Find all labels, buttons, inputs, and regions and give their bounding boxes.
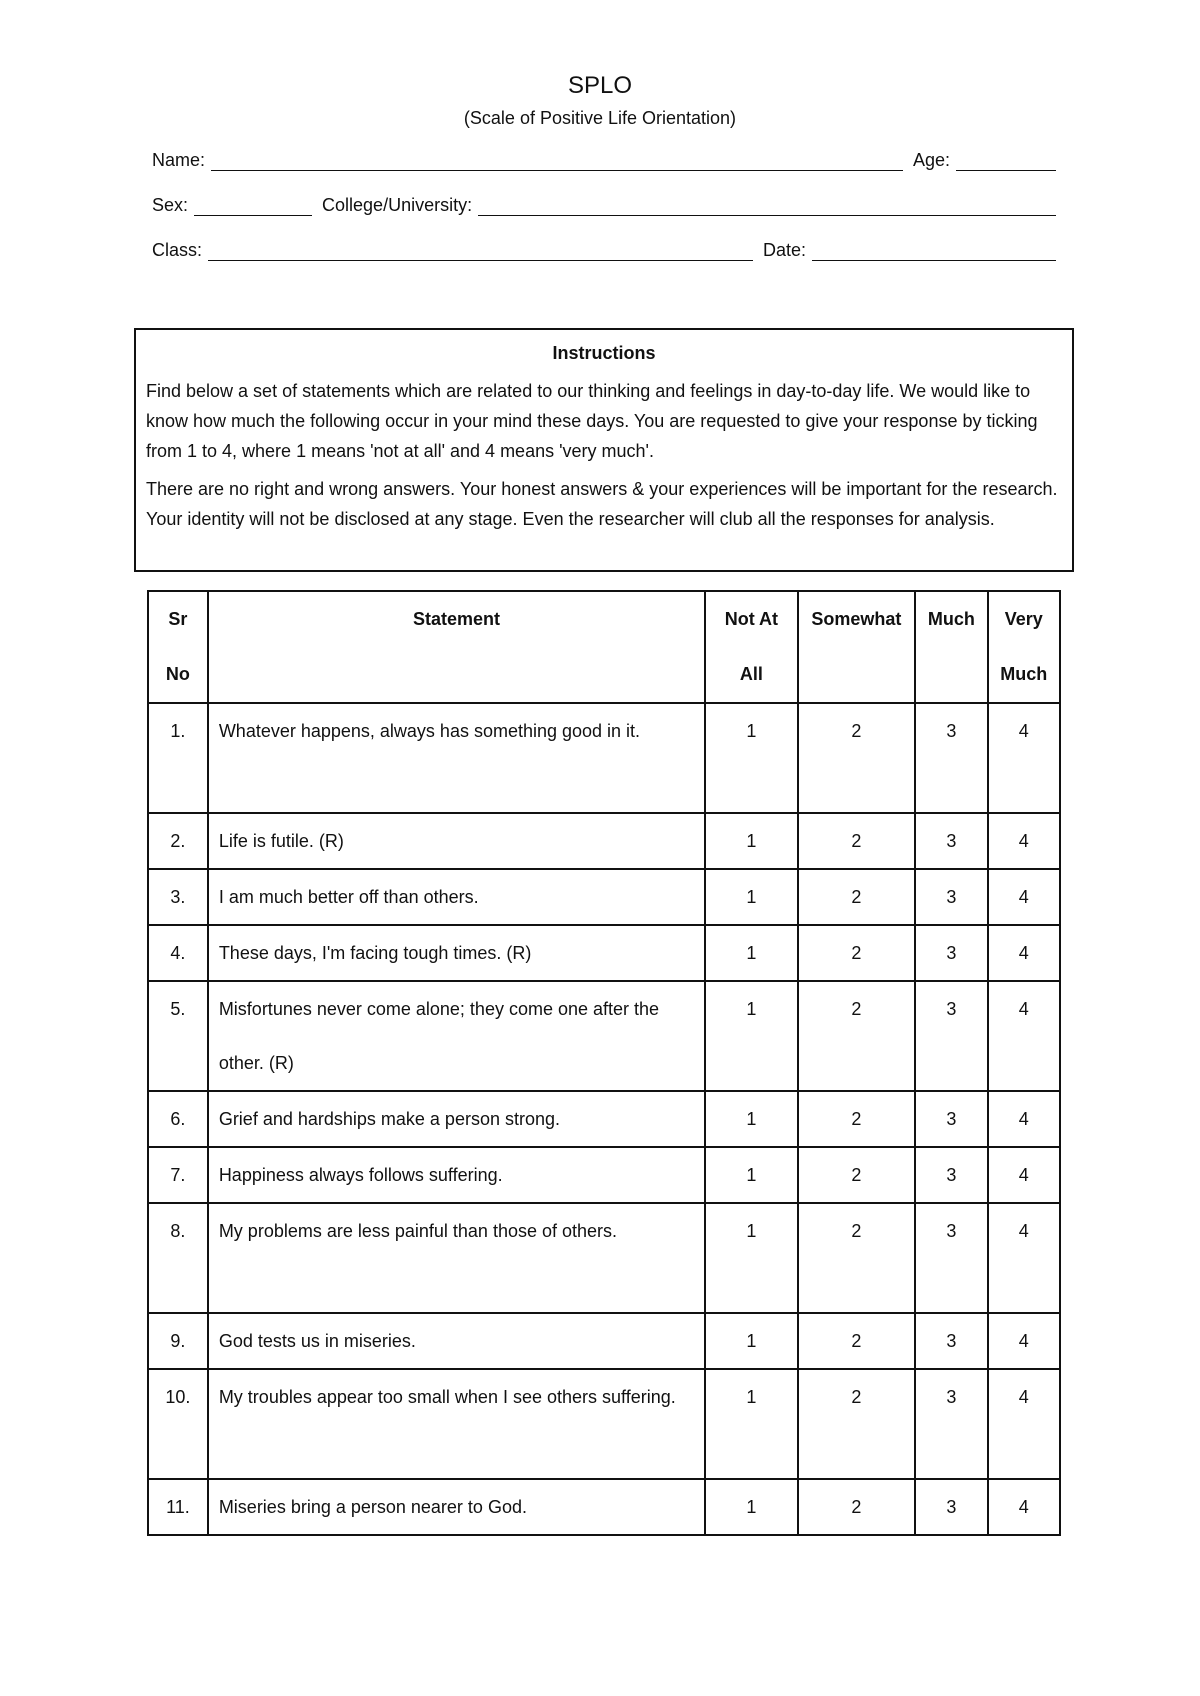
row-statement: Miseries bring a person nearer to God. xyxy=(208,1479,705,1535)
sex-label: Sex: xyxy=(152,195,189,215)
option-somewhat[interactable]: 2 xyxy=(798,981,916,1091)
option-somewhat[interactable]: 2 xyxy=(798,1147,916,1203)
table-row xyxy=(148,1203,1060,1313)
option-very-much[interactable]: 4 xyxy=(988,703,1060,813)
option-much[interactable]: 3 xyxy=(915,1369,987,1479)
option-not-at-all[interactable]: 1 xyxy=(705,1313,797,1369)
table-row xyxy=(148,813,1060,869)
option-somewhat[interactable]: 2 xyxy=(798,813,916,869)
document-title: SPLO xyxy=(567,72,633,99)
table-row xyxy=(148,1369,1060,1479)
row-statement: My troubles appear too small when I see others suffering. xyxy=(208,1369,705,1479)
option-somewhat[interactable]: 2 xyxy=(798,1313,916,1369)
option-much[interactable]: 3 xyxy=(915,1203,987,1313)
option-very-much[interactable]: 4 xyxy=(988,1313,1060,1369)
row-sr: 6. xyxy=(148,1091,208,1147)
table-row xyxy=(148,925,1060,981)
name-field[interactable] xyxy=(211,152,903,171)
row-sr: 10. xyxy=(148,1369,208,1479)
option-not-at-all[interactable]: 1 xyxy=(705,1147,797,1203)
date-field[interactable] xyxy=(812,242,1056,261)
option-somewhat[interactable]: 2 xyxy=(798,925,916,981)
option-much[interactable]: 3 xyxy=(915,1091,987,1147)
table-row xyxy=(148,1091,1060,1147)
row-statement: I am much better off than others. xyxy=(208,869,705,925)
option-much[interactable]: 3 xyxy=(915,1313,987,1369)
name-age-row xyxy=(152,150,1056,171)
table-header-row xyxy=(148,591,1060,703)
header-somewhat: Somewhat xyxy=(798,591,916,703)
option-somewhat[interactable]: 2 xyxy=(798,703,916,813)
table-row xyxy=(148,1313,1060,1369)
instructions-box xyxy=(134,328,1074,572)
date-label: Date: xyxy=(762,240,806,260)
table-row xyxy=(148,981,1060,1091)
row-statement: Whatever happens, always has something good in it. xyxy=(208,703,705,813)
header-statement: Statement xyxy=(208,591,705,703)
splo-table xyxy=(147,590,1061,1536)
class-date-row xyxy=(152,240,1056,261)
college-field[interactable] xyxy=(478,197,1056,216)
option-not-at-all[interactable]: 1 xyxy=(705,813,797,869)
option-much[interactable]: 3 xyxy=(915,869,987,925)
option-very-much[interactable]: 4 xyxy=(988,1203,1060,1313)
option-somewhat[interactable]: 2 xyxy=(798,1091,916,1147)
row-statement: Happiness always follows suffering. xyxy=(208,1147,705,1203)
option-not-at-all[interactable]: 1 xyxy=(705,925,797,981)
option-very-much[interactable]: 4 xyxy=(988,1479,1060,1535)
row-statement: God tests us in miseries. xyxy=(208,1313,705,1369)
sex-college-row xyxy=(152,195,1056,216)
college-label: College/University: xyxy=(322,195,473,215)
row-statement: My problems are less painful than those of others. xyxy=(208,1203,705,1313)
option-very-much[interactable]: 4 xyxy=(988,981,1060,1091)
option-not-at-all[interactable]: 1 xyxy=(705,703,797,813)
row-sr: 9. xyxy=(148,1313,208,1369)
instructions-paragraph-2: There are no right and wrong answers. Your honest answers & your experiences will be important for the research. Your identity will not be disclosed at any stage. Even the researcher will club all the responses for analysis. xyxy=(146,479,1058,529)
row-sr: 11. xyxy=(148,1479,208,1535)
option-somewhat[interactable]: 2 xyxy=(798,1203,916,1313)
option-somewhat[interactable]: 2 xyxy=(798,1369,916,1479)
option-not-at-all[interactable]: 1 xyxy=(705,981,797,1091)
row-sr: 3. xyxy=(148,869,208,925)
option-somewhat[interactable]: 2 xyxy=(798,1479,916,1535)
option-much[interactable]: 3 xyxy=(915,981,987,1091)
age-label: Age: xyxy=(912,150,950,170)
document-subtitle: (Scale of Positive Life Orientation) xyxy=(463,108,737,128)
header-not-at-all: Not At All xyxy=(705,591,797,703)
header-very-much: Very Much xyxy=(988,591,1060,703)
header-much: Much xyxy=(915,591,987,703)
row-statement: Life is futile. (R) xyxy=(208,813,705,869)
row-sr: 4. xyxy=(148,925,208,981)
option-very-much[interactable]: 4 xyxy=(988,869,1060,925)
row-sr: 5. xyxy=(148,981,208,1091)
table-row xyxy=(148,703,1060,813)
row-statement: Misfortunes never come alone; they come one after the other. (R) xyxy=(208,981,705,1091)
option-much[interactable]: 3 xyxy=(915,813,987,869)
instructions-paragraph-1: Find below a set of statements which are related to our thinking and feelings in day-to-day life. We would like to know how much the following occur in your mind these days. You are requested to give your response by ticking from 1 to 4, where 1 means 'not at all' and 4 means 'very much'. xyxy=(146,381,1038,461)
option-very-much[interactable]: 4 xyxy=(988,925,1060,981)
age-field[interactable] xyxy=(956,152,1056,171)
sex-field[interactable] xyxy=(194,197,312,216)
option-not-at-all[interactable]: 1 xyxy=(705,1203,797,1313)
option-very-much[interactable]: 4 xyxy=(988,1369,1060,1479)
row-sr: 7. xyxy=(148,1147,208,1203)
row-sr: 2. xyxy=(148,813,208,869)
option-much[interactable]: 3 xyxy=(915,1147,987,1203)
row-statement: Grief and hardships make a person strong. xyxy=(208,1091,705,1147)
option-somewhat[interactable]: 2 xyxy=(798,869,916,925)
row-sr: 1. xyxy=(148,703,208,813)
option-very-much[interactable]: 4 xyxy=(988,1091,1060,1147)
option-not-at-all[interactable]: 1 xyxy=(705,869,797,925)
instructions-heading: Instructions xyxy=(552,343,656,363)
option-much[interactable]: 3 xyxy=(915,703,987,813)
option-not-at-all[interactable]: 1 xyxy=(705,1369,797,1479)
row-statement: These days, I'm facing tough times. (R) xyxy=(208,925,705,981)
table-row xyxy=(148,869,1060,925)
header-sr-no: Sr No xyxy=(148,591,208,703)
option-not-at-all[interactable]: 1 xyxy=(705,1479,797,1535)
class-field[interactable] xyxy=(208,242,753,261)
table-row xyxy=(148,1147,1060,1203)
option-very-much[interactable]: 4 xyxy=(988,1147,1060,1203)
row-sr: 8. xyxy=(148,1203,208,1313)
option-not-at-all[interactable]: 1 xyxy=(705,1091,797,1147)
option-much[interactable]: 3 xyxy=(915,925,987,981)
class-label: Class: xyxy=(152,240,203,260)
name-label: Name: xyxy=(152,150,206,170)
table-row xyxy=(148,1479,1060,1535)
option-very-much[interactable]: 4 xyxy=(988,813,1060,869)
option-much[interactable]: 3 xyxy=(915,1479,987,1535)
